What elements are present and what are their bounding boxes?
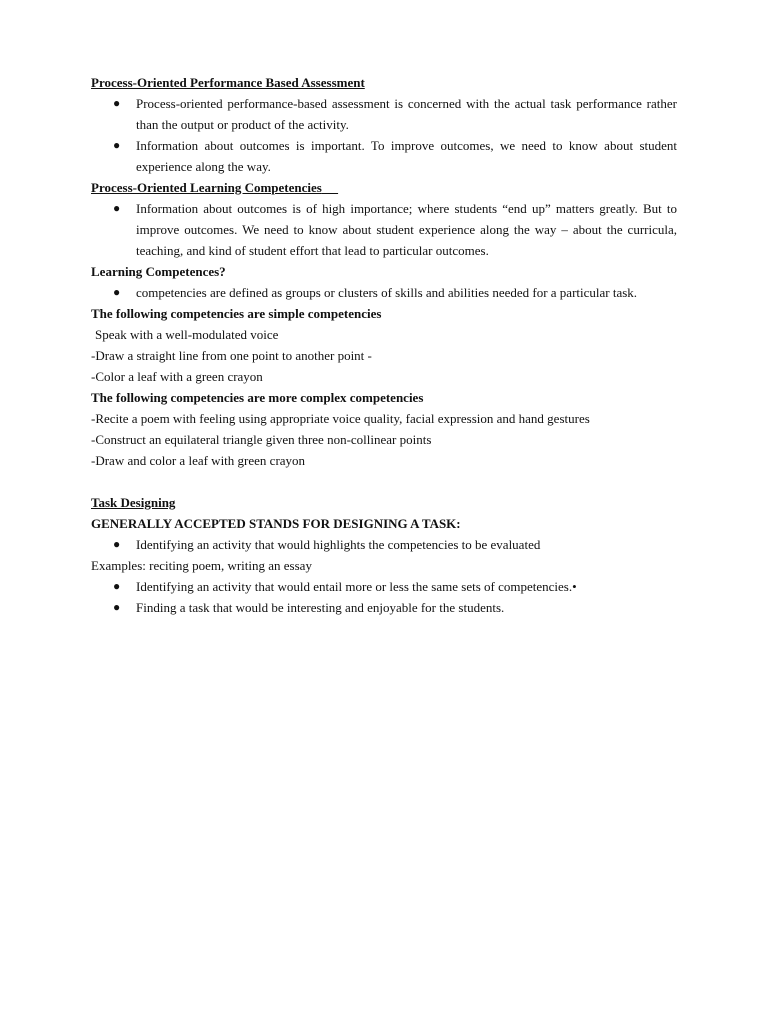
list-item: -Construct an equilateral triangle given three non-collinear points [91, 432, 432, 447]
bullet-item [91, 135, 677, 177]
bullet-dot-icon: ● [113, 600, 121, 614]
bullet-item [91, 597, 677, 618]
section-heading [91, 177, 677, 198]
list-item: Speak with a well-modulated voice [95, 327, 279, 342]
section-heading: Process-Oriented Performance Based Assessment [91, 75, 365, 90]
bullet-text: Information about outcomes is important. To improve outcomes, we need to know about student experience along the way. [136, 138, 677, 174]
bullet-dot-icon: ● [113, 537, 121, 551]
section-heading: The following competencies are more complex competencies [91, 390, 424, 405]
list-item: -Draw a straight line from one point to another point - [91, 348, 372, 363]
bullet-dot-icon: ● [113, 285, 121, 299]
blank-line [91, 471, 677, 492]
bullet-text: Finding a task that would be interesting and enjoyable for the students. [136, 600, 505, 615]
document-page [91, 72, 677, 618]
bullet-item [91, 198, 677, 261]
section-heading: The following competencies are simple competencies [91, 306, 382, 321]
bullet-text: Process-oriented performance-based assessment is concerned with the actual task performance rather than the output or product of the activity. [136, 96, 677, 132]
heading-trailing-underline [322, 180, 338, 195]
bullet-dot-icon: ● [113, 201, 121, 215]
bullet-dot-icon: ● [113, 138, 121, 152]
bullet-item [91, 93, 677, 135]
section-heading: Learning Competences? [91, 264, 226, 279]
bullet-text: Information about outcomes is of high importance; where students “end up” matters greatly. But to improve outcomes. We need to know about student experience along the way – about the curricula, teaching, and kind of student effort that lead to particular outcomes. [136, 201, 677, 258]
examples-line: Examples: reciting poem, writing an essay [91, 558, 312, 573]
bullet-dot-icon: ● [113, 96, 121, 110]
bullet-text: Identifying an activity that would highlights the competencies to be evaluated [136, 537, 541, 552]
section-heading-text: Process-Oriented Learning Competencies [91, 180, 322, 195]
list-item: -Recite a poem with feeling using appropriate voice quality, facial expression and hand gestures [91, 411, 590, 426]
bullet-text: competencies are defined as groups or clusters of skills and abilities needed for a particular task. [136, 285, 638, 300]
bullet-text: Identifying an activity that would entail more or less the same sets of competencies.• [136, 579, 577, 594]
section-heading: GENERALLY ACCEPTED STANDS FOR DESIGNING A TASK: [91, 516, 461, 531]
list-item: -Color a leaf with a green crayon [91, 369, 263, 384]
bullet-item [91, 282, 677, 303]
bullet-dot-icon: ● [113, 579, 121, 593]
bullet-item [91, 576, 677, 597]
bullet-item [91, 534, 677, 555]
section-heading: Task Designing [91, 495, 176, 510]
list-item: -Draw and color a leaf with green crayon [91, 453, 306, 468]
